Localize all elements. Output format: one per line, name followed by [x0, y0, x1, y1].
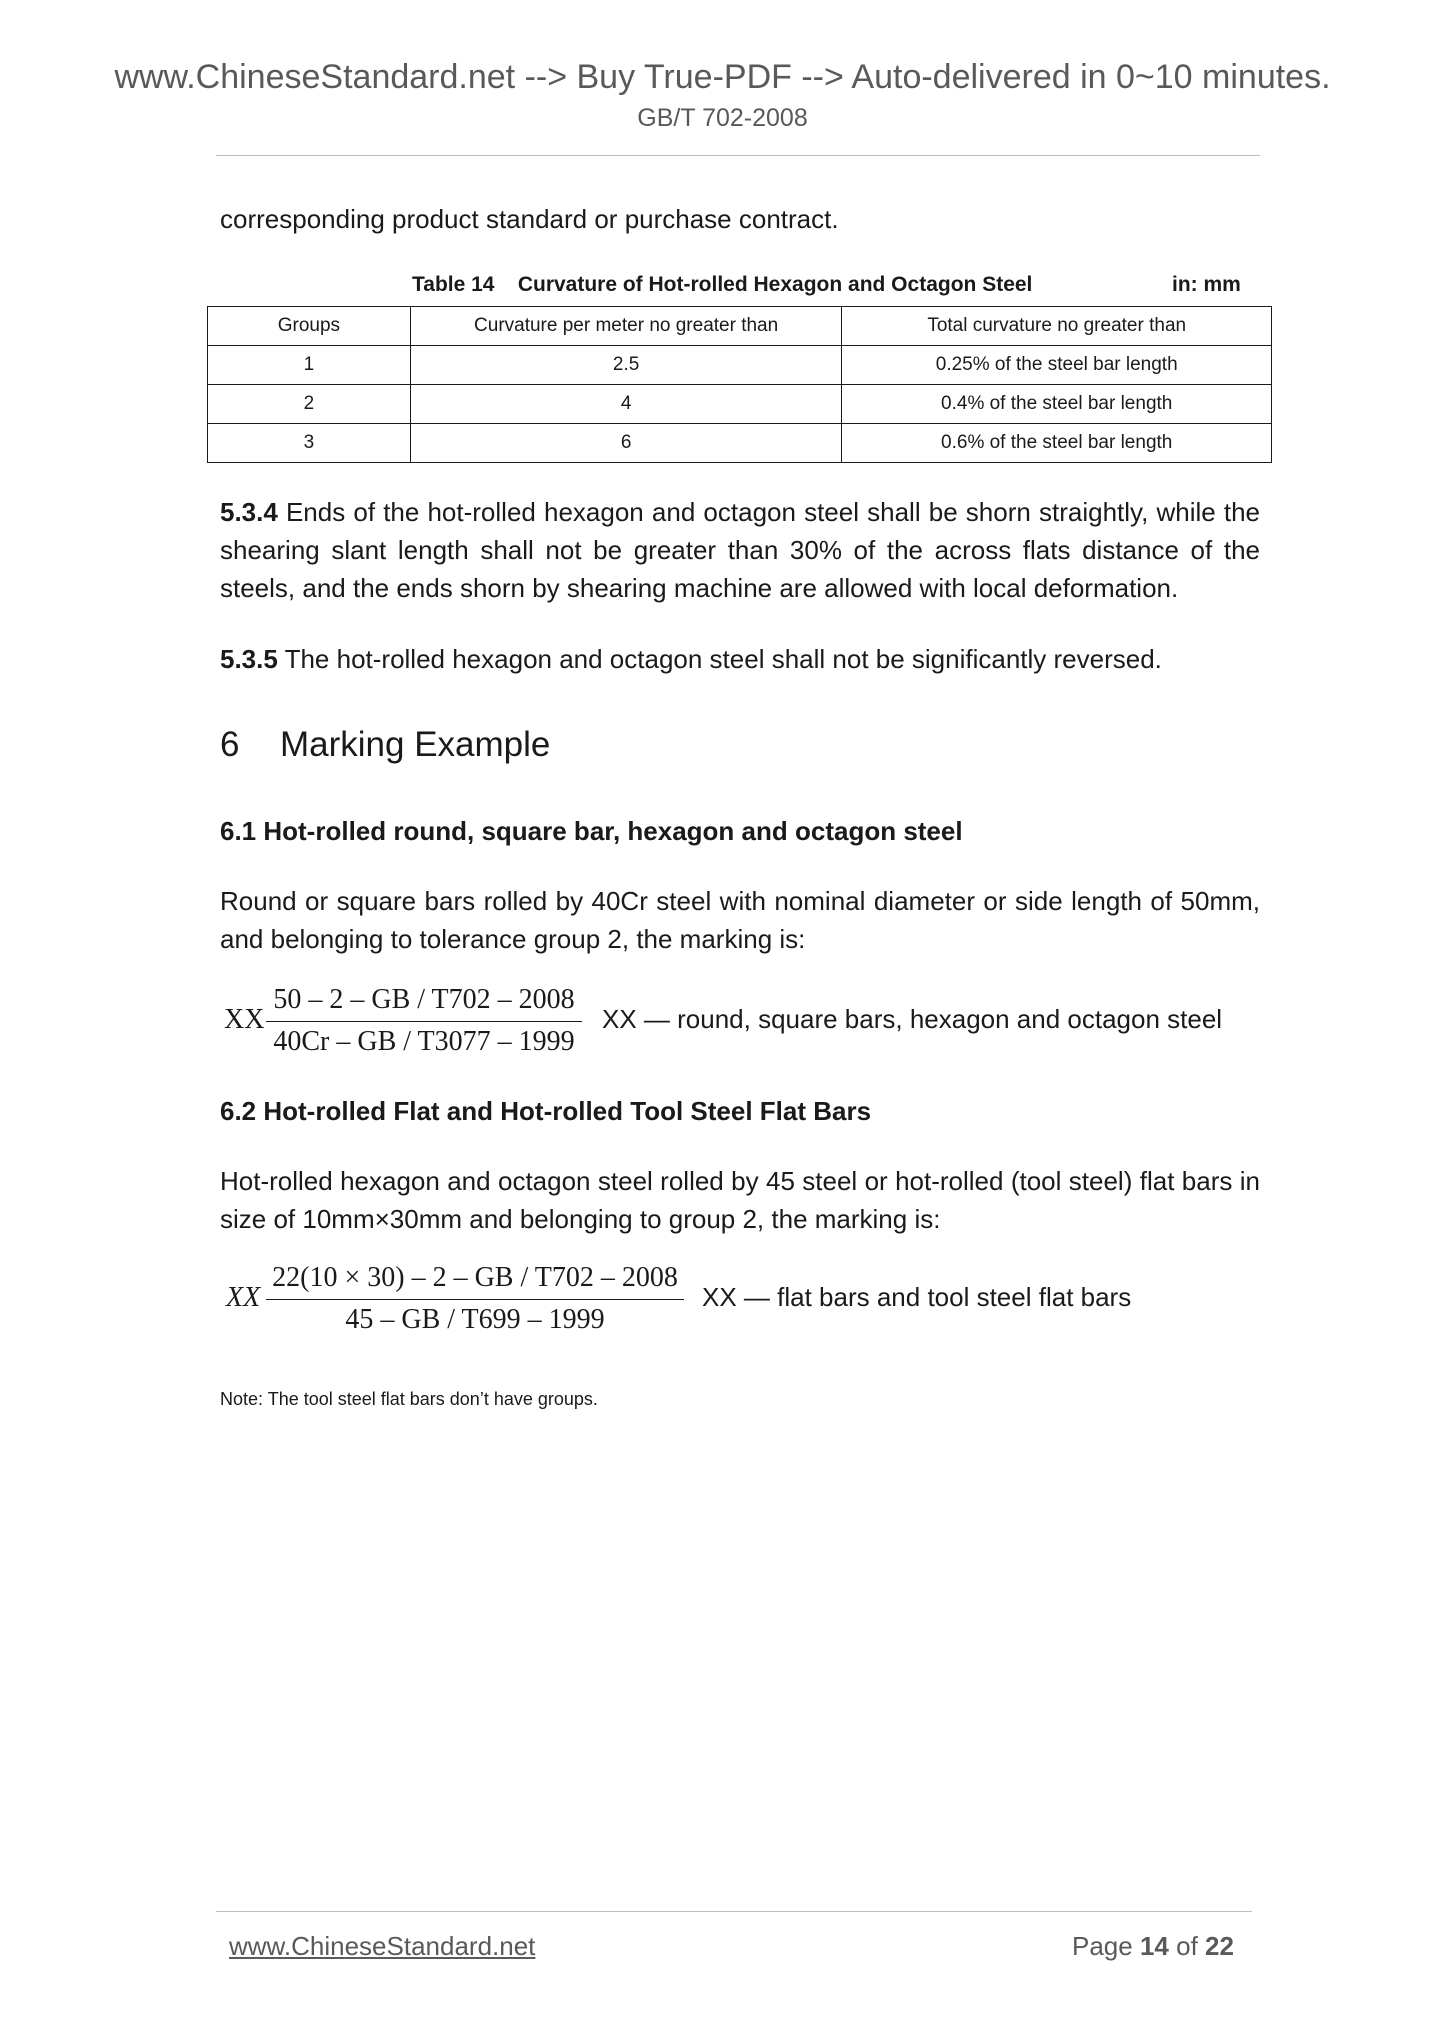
page-total: 22: [1205, 1931, 1234, 1961]
page-indicator: [1072, 1931, 1234, 1962]
table-row: [208, 346, 1272, 385]
footer-divider: [216, 1911, 1252, 1912]
header-standard-number: GB/T 702-2008: [637, 104, 808, 132]
formula-explanation: XX — round, square bars, hexagon and octagon steel: [602, 1004, 1223, 1034]
clause-number: 5.3.4: [220, 497, 278, 527]
formula-denominator: 45 – GB / T699 – 1999: [345, 1304, 605, 1335]
header-cell-curvature-per-meter: Curvature per meter no greater than: [410, 307, 842, 346]
table-cell: 1: [208, 346, 411, 385]
formula-prefix: XX: [224, 1004, 265, 1035]
fraction-bar: [266, 1021, 582, 1022]
table-cell: 3: [208, 424, 411, 463]
formula-prefix: XX: [226, 1282, 261, 1313]
formula-explanation: XX — flat bars and tool steel flat bars: [702, 1282, 1132, 1312]
table-row: [208, 385, 1272, 424]
formula-numerator: 50 – 2 – GB / T702 – 2008: [273, 984, 575, 1015]
table-unit: in: mm: [1172, 273, 1241, 296]
curvature-table: [207, 306, 1272, 463]
table-cell: 2.5: [410, 346, 842, 385]
table-cell: 0.25% of the steel bar length: [842, 346, 1272, 385]
table-header-row: [208, 307, 1272, 346]
clause-text: The hot-rolled hexagon and octagon steel shall not be significantly reversed.: [277, 644, 1162, 674]
header-cell-groups: Groups: [208, 307, 411, 346]
fraction-bar: [266, 1299, 684, 1300]
subsection-heading-6-1: 6.1 Hot-rolled round, square bar, hexagon and octagon steel: [220, 816, 963, 846]
paragraph-6-1: Round or square bars rolled by 40Cr steel with nominal diameter or side length of 50mm, and belonging to tolerance group 2, the marking is:: [220, 886, 1260, 954]
table-row: [208, 424, 1272, 463]
header-divider: [216, 155, 1260, 156]
table-cell: 2: [208, 385, 411, 424]
paragraph-6-2: Hot-rolled hexagon and octagon steel rolled by 45 steel or hot-rolled (tool steel) flat bars in size of 10mm×30mm and belonging to group 2, the marking is:: [220, 1166, 1260, 1234]
note-text: Note: The tool steel flat bars don’t have groups.: [220, 1389, 598, 1409]
section-number: 6: [220, 725, 240, 764]
formula-denominator: 40Cr – GB / T3077 – 1999: [273, 1026, 575, 1057]
table-cell: 0.6% of the steel bar length: [842, 424, 1272, 463]
header-banner: www.ChineseStandard.net --> Buy True-PDF --> Auto-delivered in 0~10 minutes.: [114, 58, 1331, 96]
table-cell: 0.4% of the steel bar length: [842, 385, 1272, 424]
header-cell-total-curvature: Total curvature no greater than: [842, 307, 1272, 346]
table-cell: 6: [410, 424, 842, 463]
page-of: of: [1176, 1931, 1198, 1961]
clause-number: 5.3.5: [220, 644, 278, 674]
footer-website-link[interactable]: www.ChineseStandard.net: [229, 1931, 536, 1961]
page-label: Page: [1072, 1931, 1133, 1961]
clause-5-3-4: [220, 493, 1260, 607]
section-heading: [220, 725, 550, 765]
subsection-heading-6-2: 6.2 Hot-rolled Flat and Hot-rolled Tool Steel Flat Bars: [220, 1096, 872, 1126]
page-current: 14: [1139, 1931, 1169, 1961]
clause-5-3-5: [220, 640, 1260, 678]
section-title: Marking Example: [280, 725, 551, 764]
intro-paragraph: corresponding product standard or purchase contract.: [220, 204, 839, 234]
table-caption: Table 14 Curvature of Hot-rolled Hexagon and Octagon Steel: [412, 273, 1033, 296]
clause-text: Ends of the hot-rolled hexagon and octagon steel shall be shorn straightly, while the shearing slant length shall not be greater than 30% of the across flats distance of the steels, and the ends shorn by shearing machine are allowed with local deformation.: [220, 497, 1260, 603]
formula-numerator: 22(10 × 30) – 2 – GB / T702 – 2008: [272, 1262, 678, 1293]
table-cell: 4: [410, 385, 842, 424]
